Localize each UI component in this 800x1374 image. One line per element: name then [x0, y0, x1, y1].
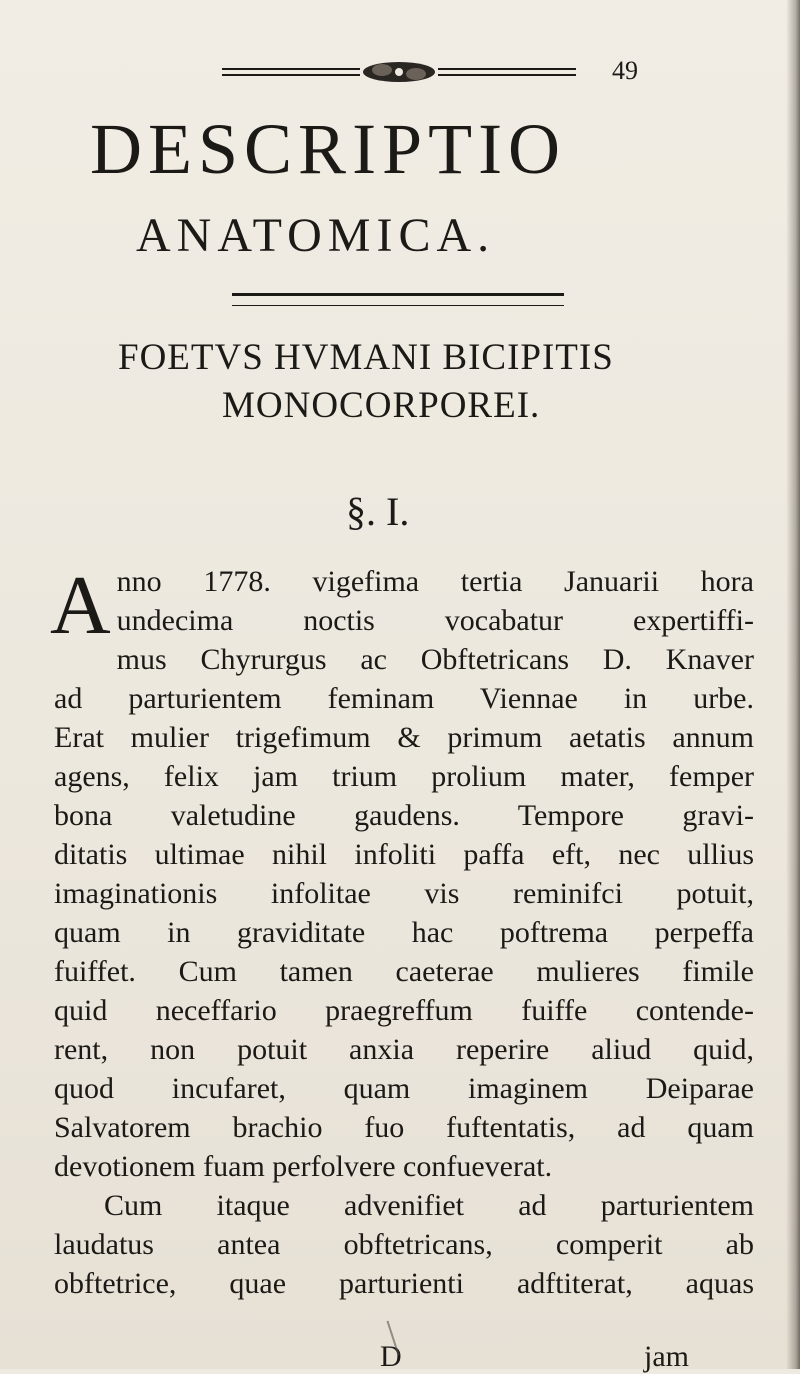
text-line: laudatus antea obftetricans, comperit ab	[54, 1228, 754, 1261]
text-line: agens, felix jam trium prolium mater, femper	[54, 760, 754, 793]
page-title: DESCRIPTIO	[90, 109, 567, 189]
text-line: Cum itaque advenifiet ad parturientem	[104, 1189, 754, 1222]
text-line: mus Chyrurgus ac Obftetricans D. Knaver	[116, 643, 754, 676]
page-subtitle: ANATOMICA.	[136, 209, 496, 262]
text-line: Erat mulier trigefimum & primum aetatis annum	[54, 721, 754, 754]
text-line: Salvatorem brachio fuo fuftentatis, ad quam	[54, 1111, 754, 1144]
section-mark: §. I.	[346, 489, 410, 534]
text-line: quod incufaret, quam imaginem Deiparae	[54, 1072, 754, 1105]
page-number: 49	[612, 56, 638, 85]
signature-mark: D	[380, 1340, 402, 1373]
text-line: obftetrice, quae parturienti adftiterat, aquas	[54, 1267, 754, 1300]
text-line: undecima noctis vocabatur expertiffi-	[116, 604, 754, 637]
text-line: ad parturientem feminam Viennae in urbe.	[54, 682, 754, 715]
title-rule	[232, 293, 564, 306]
text-line: bona valetudine gaudens. Tempore gravi-	[54, 799, 754, 832]
text-line: quam in graviditate hac poftrema perpeffa	[54, 916, 754, 949]
text-line: nno 1778. vigefima tertia Januarii hora	[116, 565, 754, 598]
catchword: jam	[644, 1340, 689, 1373]
body-text	[50, 559, 754, 1303]
text-line: rent, non potuit anxia reperire aliud quid,	[54, 1033, 754, 1066]
text-line: imaginationis infolitae vis reminifci potuit,	[54, 877, 754, 910]
text-line: ditatis ultimae nihil infoliti paffa eft, nec ullius	[54, 838, 754, 871]
headpiece-ornament	[222, 60, 576, 84]
drop-cap: A	[50, 559, 111, 652]
chapter-heading-line-1: FOETVS HVMANI BICIPITIS	[118, 337, 614, 378]
page-edge-shadow	[786, 0, 800, 1369]
chapter-heading-line-2: MONOCORPOREI.	[222, 385, 541, 426]
text-line: quid neceffario praegreffum fuiffe contende-	[54, 994, 754, 1027]
text-line: fuiffet. Cum tamen caeterae mulieres fimile	[54, 955, 754, 988]
text-line: devotionem fuam perfolvere confueverat.	[54, 1150, 553, 1183]
